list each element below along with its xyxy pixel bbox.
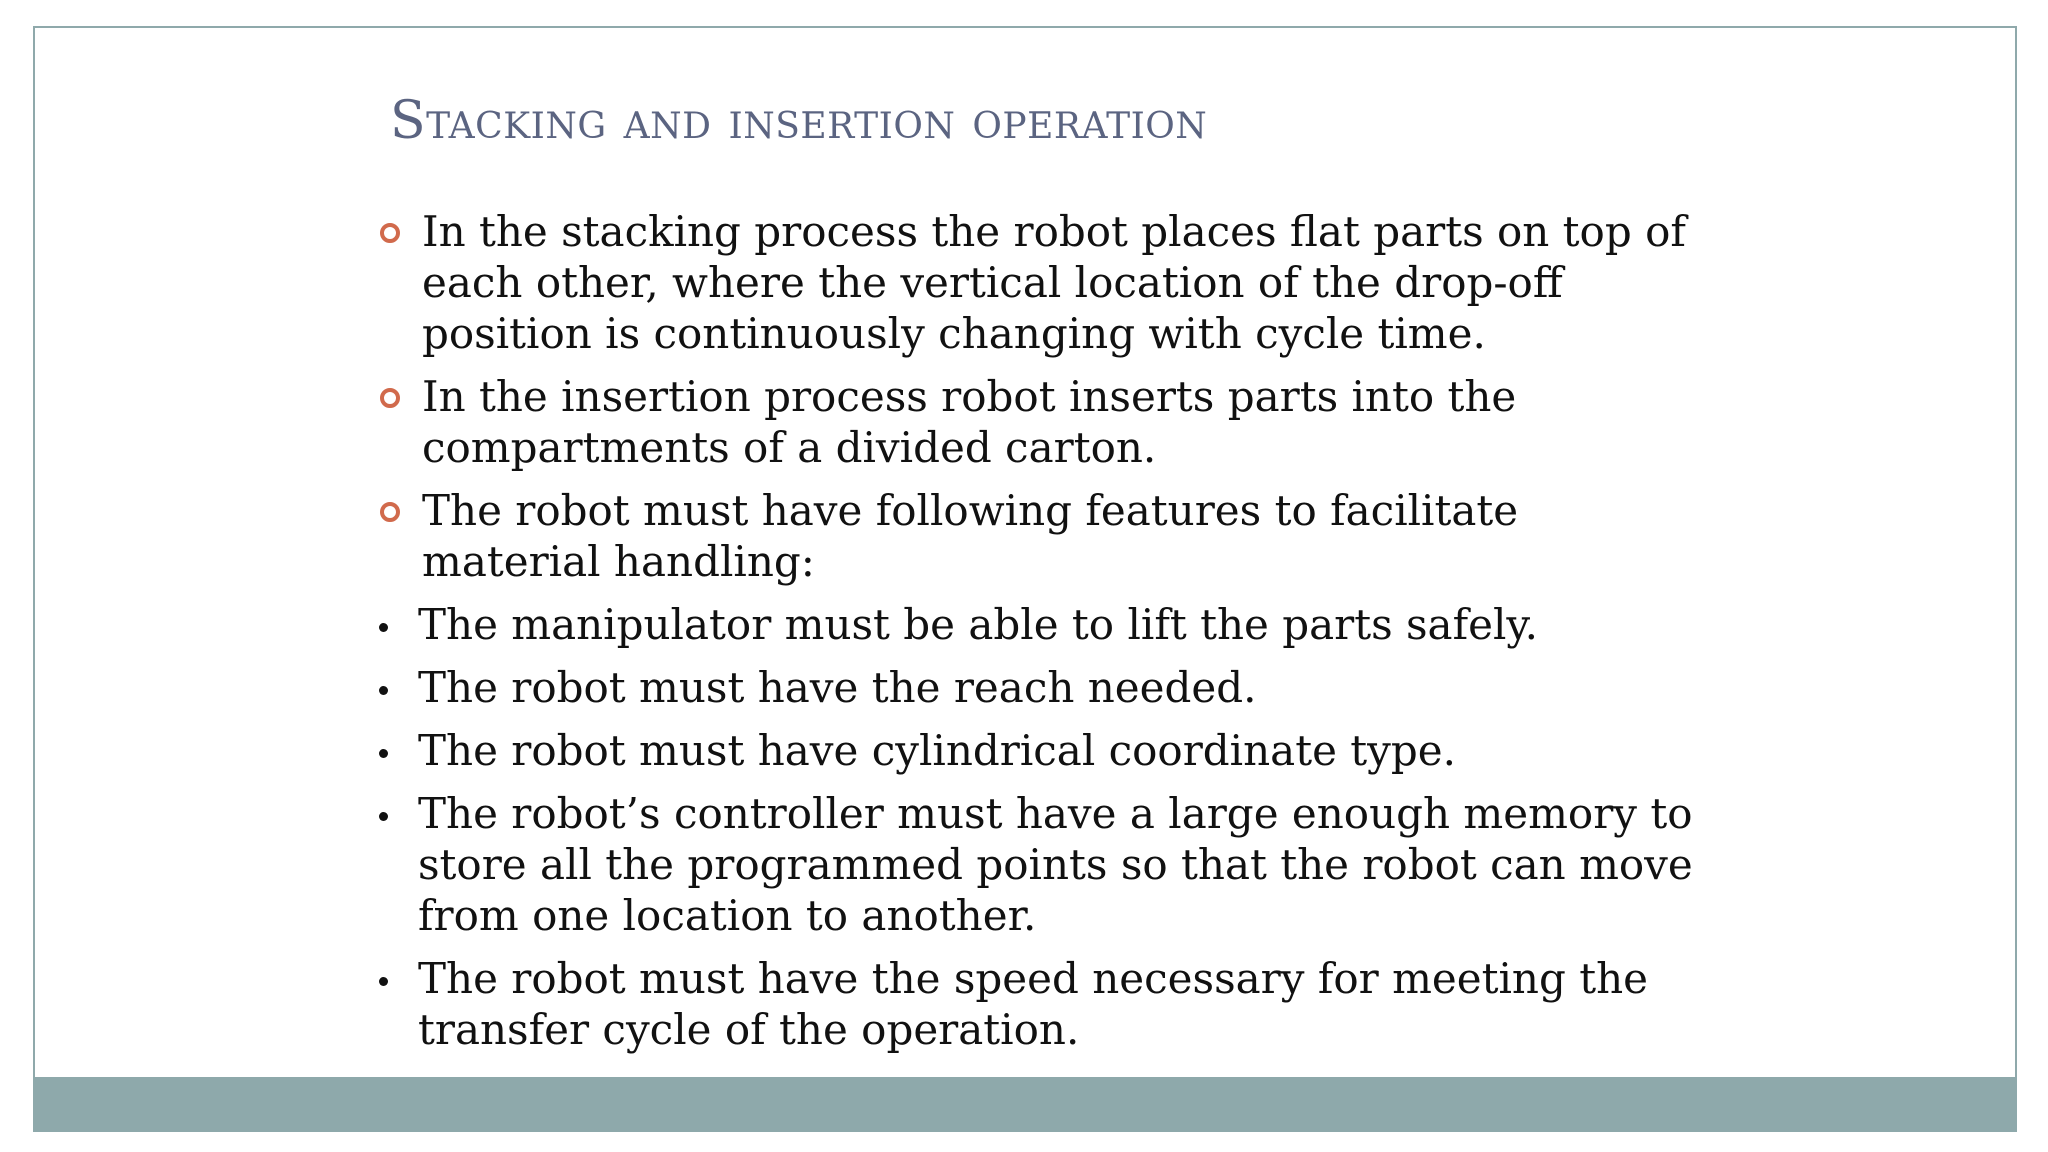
footer-bar (33, 1077, 2017, 1132)
dot-bullet-icon (370, 662, 410, 713)
bullet-item-insertion (370, 371, 1700, 473)
dot-bullet-icon (370, 788, 410, 839)
dot-bullet-icon (370, 953, 410, 1004)
bullet-item-stacking (370, 206, 1700, 359)
dot-bullet-icon (370, 599, 410, 650)
bullet-item-features (370, 485, 1700, 587)
bullet-text: In the insertion process robot inserts parts into the compartments of a divided carton. (422, 372, 1517, 472)
ring-bullet-icon (370, 371, 410, 422)
bullet-text: The robot must have the reach needed. (418, 663, 1257, 712)
dot-bullet-icon (370, 725, 410, 776)
ring-bullet-icon (370, 206, 410, 257)
sub-bullet-coordinate (370, 725, 1700, 776)
sub-bullet-memory (370, 788, 1700, 941)
sub-bullet-lift (370, 599, 1700, 650)
bullet-text: The manipulator must be able to lift the parts safely. (418, 600, 1538, 649)
sub-bullet-reach (370, 662, 1700, 713)
bullet-text: In the stacking process the robot places flat parts on top of each other, where the vertical location of the drop-off position is continuously changing with cycle time. (422, 207, 1686, 358)
bullet-list (370, 206, 1700, 1067)
bullet-text: The robot’s controller must have a large enough memory to store all the programmed points so that the robot can move from one location to another. (418, 789, 1693, 940)
ring-bullet-icon (370, 485, 410, 536)
bullet-text: The robot must have the speed necessary for meeting the transfer cycle of the operation. (418, 954, 1648, 1054)
slide-title: Stacking and insertion operation (390, 91, 1208, 151)
bullet-text: The robot must have following features to facilitate material handling: (422, 486, 1519, 586)
sub-bullet-speed (370, 953, 1700, 1055)
bullet-text: The robot must have cylindrical coordinate type. (418, 726, 1456, 775)
